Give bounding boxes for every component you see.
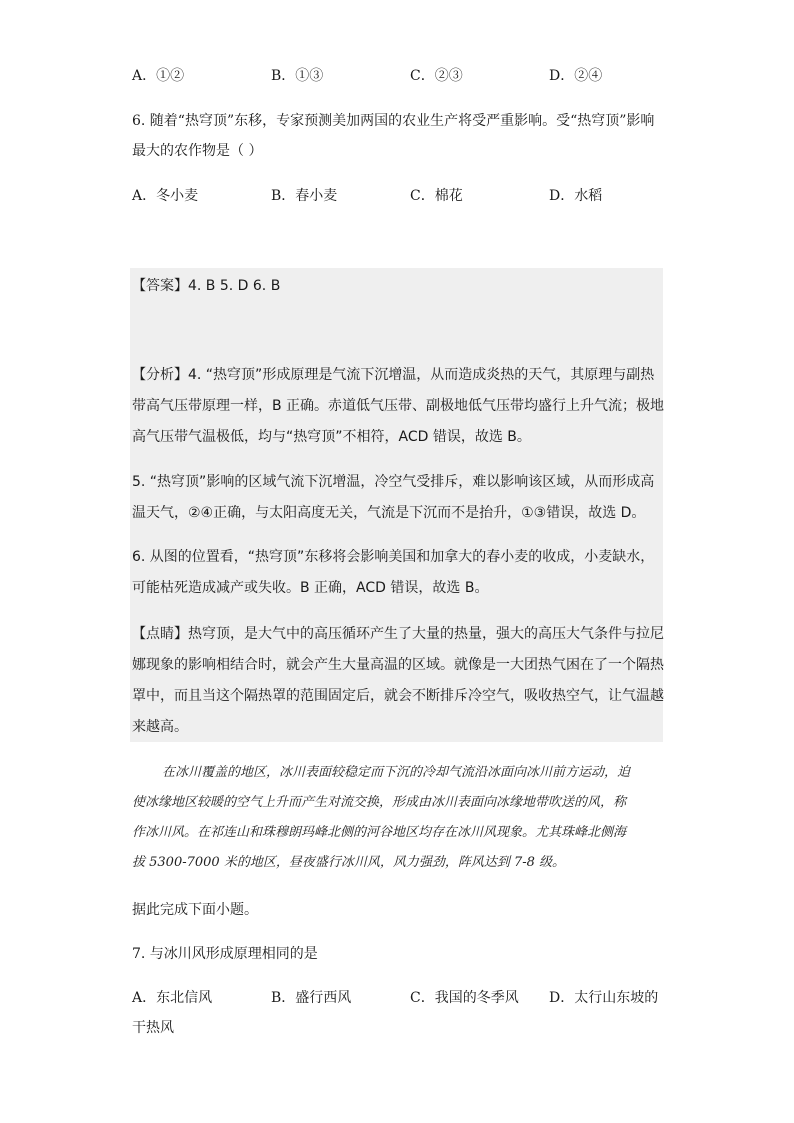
analysis-line: 可能枯死造成减产或失收。B 正确，ACD 错误，故选 B。 [132,580,489,596]
q6-stem-line1: 6. 随着“热穹顶”东移，专家预测美加两国的农业生产将受严重影响。受“热穹顶”影响 [132,113,655,129]
q6-option-c: C．棉花 [410,188,463,204]
q6-stem-line2: 最大的农作物是（ ） [132,143,263,159]
comment-line: 罩中，而且当这个隔热罩的范围固定后，就会不断排斥冷空气，吸收热空气，让气温越 [132,688,664,704]
q5-option-b: B．①③ [271,68,324,84]
q7-option-a: A．东北信风 [132,990,213,1006]
instruction-text: 据此完成下面小题。 [132,902,258,918]
q7-option-b: B．盛行西风 [271,990,352,1006]
q7-stem: 7. 与冰川风形成原理相同的是 [132,946,318,962]
q5-option-a: A．①② [132,68,185,84]
q7-option-c: C．我国的冬季风 [410,990,519,1006]
q6-option-d: D．水稻 [549,188,603,204]
analysis-line: 高气压带气温极低，均与“热穹顶”不相符，ACD 错误，故选 B。 [132,429,531,445]
comment-line: 来越高。 [132,719,188,735]
analysis-line: 6. 从图的位置看，“热穹顶”东移将会影响美国和加拿大的春小麦的收成，小麦缺水， [132,549,655,565]
passage-line: 拔 5300-7000 米的地区，昼夜盛行冰川风，风力强劲，阵风达到 7-8 级。 [132,855,566,870]
q5-option-d: D．②④ [549,68,603,84]
q5-option-c: C．②③ [410,68,463,84]
analysis-line: 5. “热穹顶”影响的区域气流下沉增温，冷空气受排斥，难以影响该区域，从而形成高 [132,474,655,490]
passage-line: 在冰川覆盖的地区，冰川表面较稳定而下沉的冷却气流沿冰面向冰川前方运动，迫 [162,765,631,780]
q6-option-b: B．春小麦 [271,188,338,204]
comment-line: 【点睛】热穹顶，是大气中的高压循环产生了大量的热量，强大的高压大气条件与拉尼 [132,626,664,642]
analysis-line: 【分析】4. “热穹顶”形成原理是气流下沉增温，从而造成炎热的天气，其原理与副热 [132,367,655,383]
answer-summary: 【答案】4. B 5. D 6. B [132,278,281,294]
passage-line: 作冰川风。在祁连山和珠穆朗玛峰北侧的河谷地区均存在冰川风现象。尤其珠峰北侧海 [132,825,627,840]
analysis-line: 带高气压带原理一样，B 正确。赤道低气压带、副极地低气压带均盛行上升气流；极地 [132,398,665,414]
comment-line: 娜现象的影响相结合时，就会产生大量高温的区域。就像是一大团热气困在了一个隔热 [132,657,664,673]
q6-option-a: A．冬小麦 [132,188,199,204]
analysis-line: 温天气，②④正确，与太阳高度无关，气流是下沉而不是抬升，①③错误，故选 D。 [132,505,646,521]
q7-option-d: D．太行山东坡的 [549,990,659,1006]
q7-option-d-continuation: 干热风 [132,1020,174,1036]
passage-line: 使冰缘地区较暖的空气上升而产生对流交换，形成由冰川表面向冰缘地带吹送的风，称 [132,795,627,810]
